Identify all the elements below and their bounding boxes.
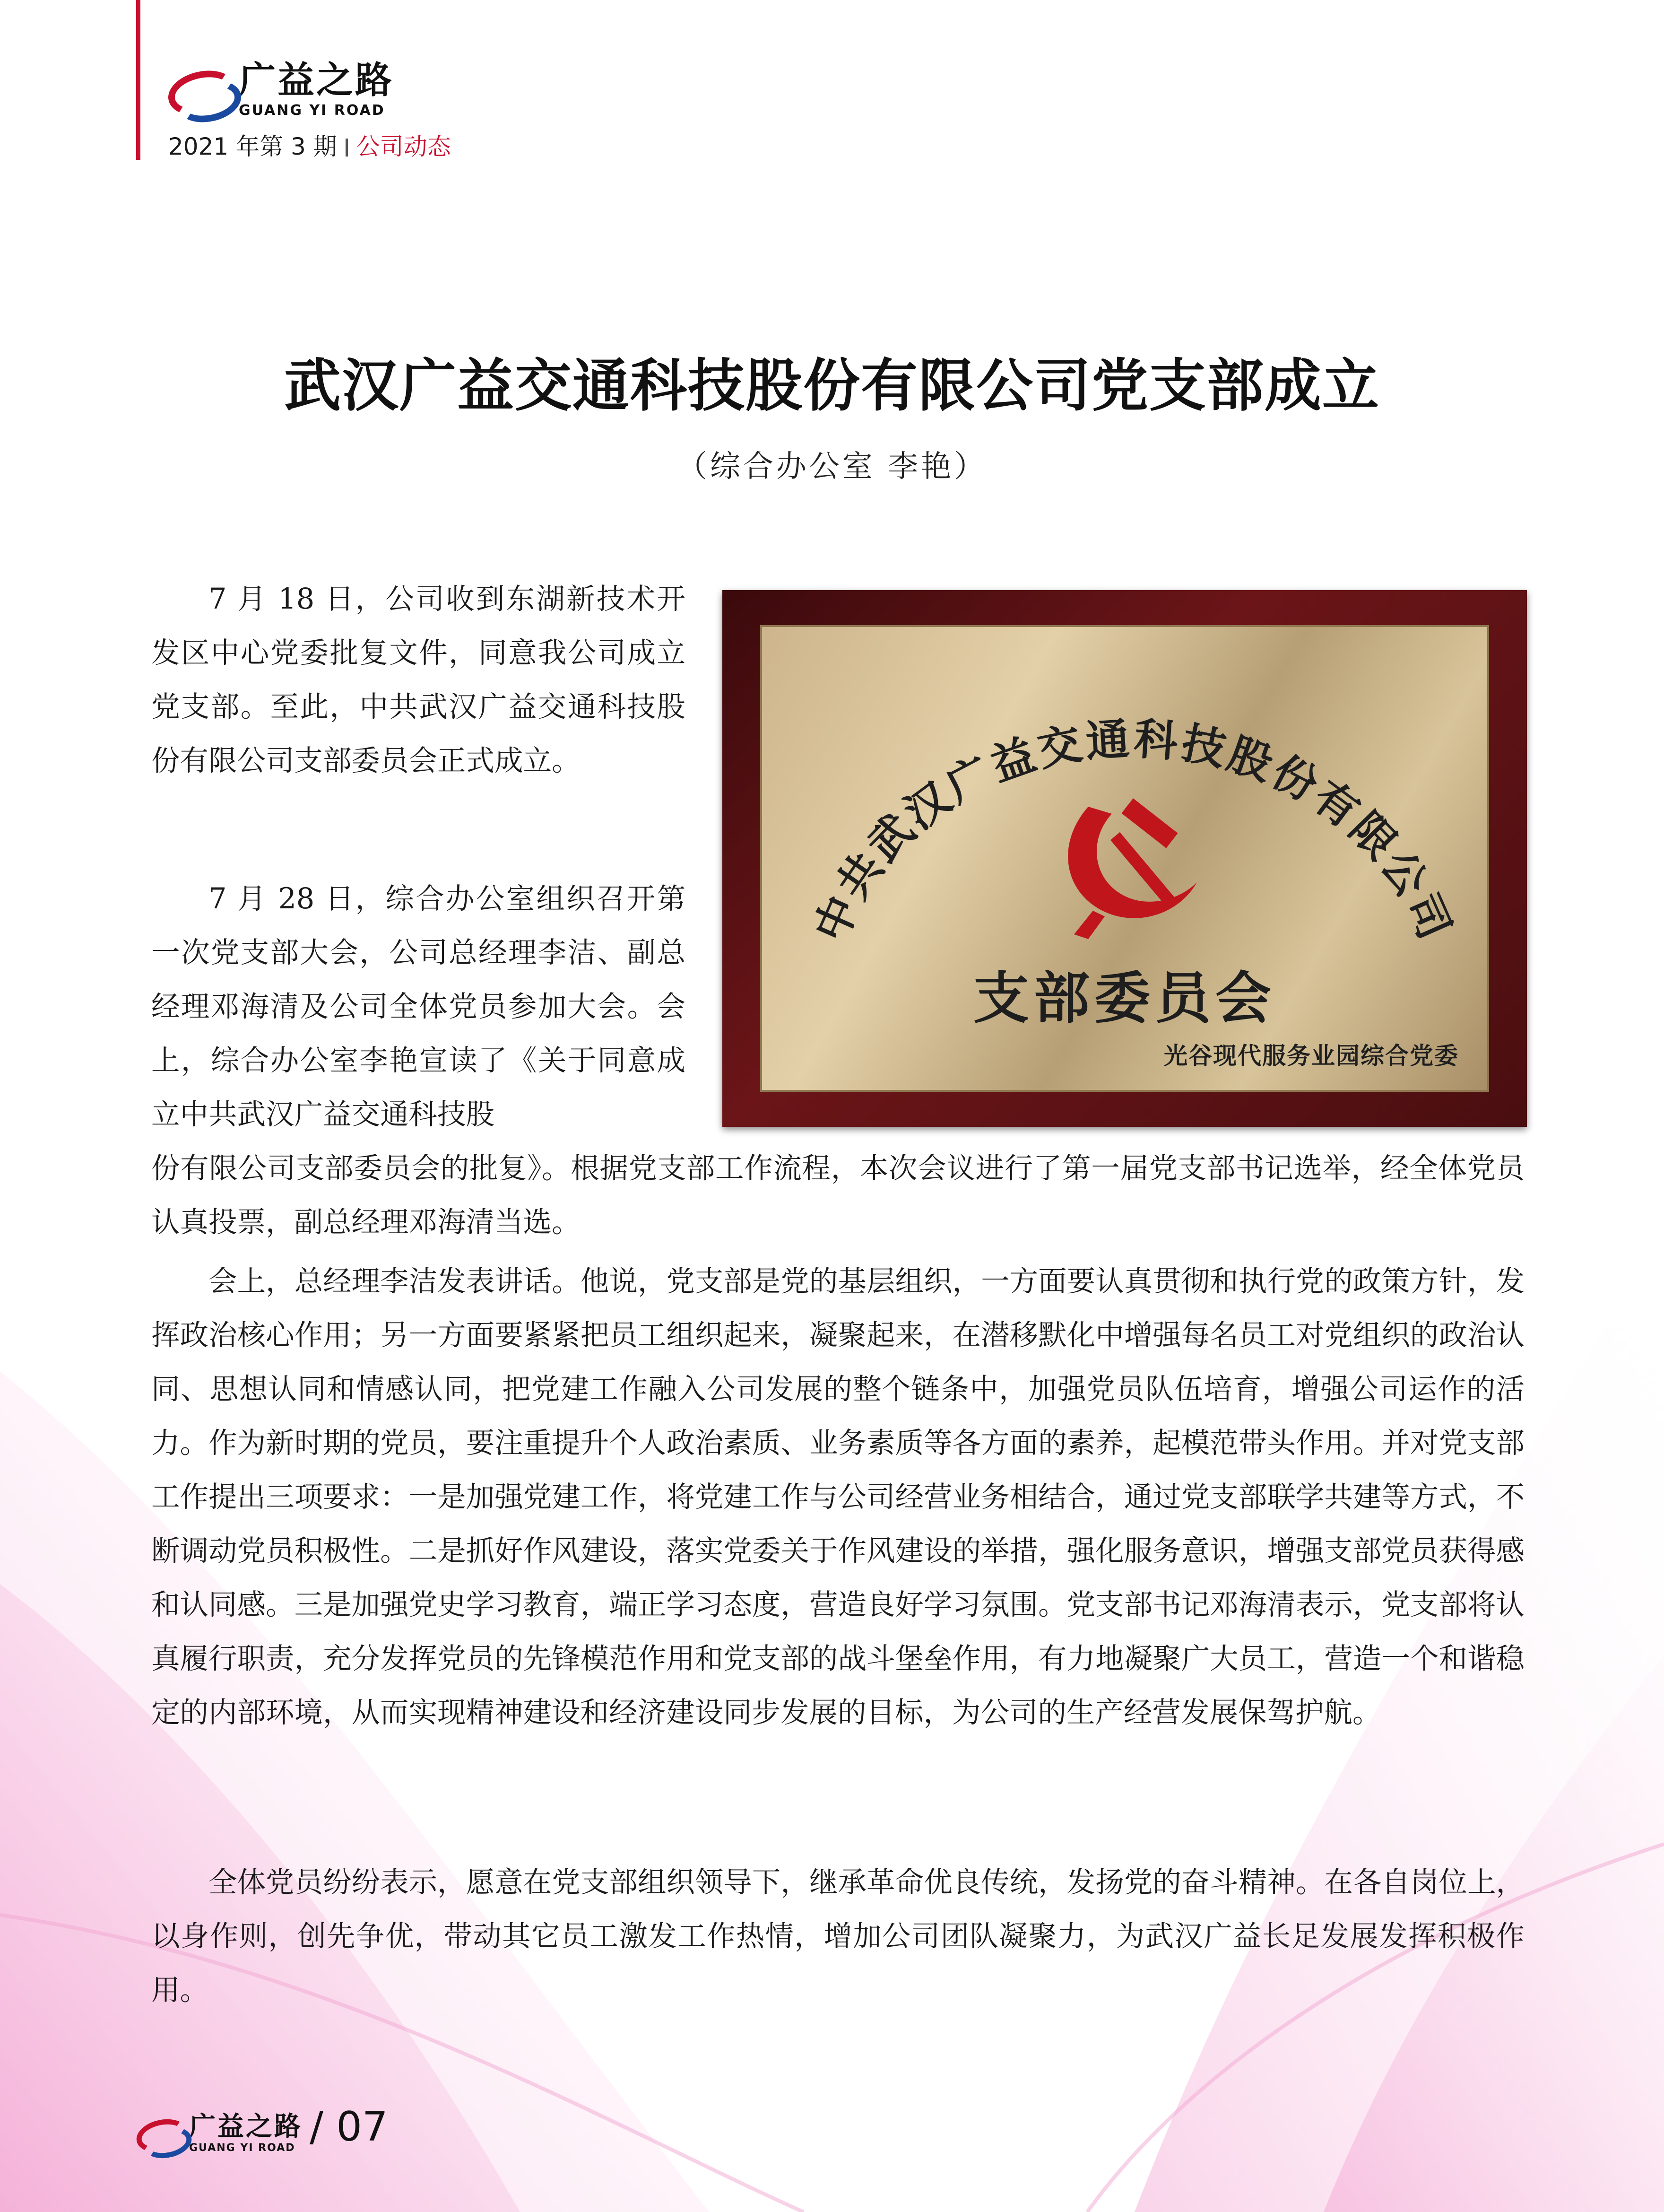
article-title: 武汉广益交通科技股份有限公司党支部成立 [284,353,1380,419]
party-branch-plaque-photo [722,590,1527,1127]
footer-brand-logo [136,2113,303,2154]
page-number: / 07 [310,2103,388,2151]
brand-name-cn: 广益之路 [239,59,394,102]
paragraph-2-continued: 份有限公司支部委员会的批复》。根据党支部工作流程，本次会议进行了第一届党支部书记选举，经全体党员认真投票，副总经理邓海清当选。 [151,1152,1525,1239]
footer-brand-mark-icon [136,2118,182,2149]
brand-mark-icon [168,69,228,111]
plaque-subtitle: 支部委员会 [973,965,1276,1031]
plaque-issuer: 光谷现代服务业园综合党委 [1164,1042,1459,1070]
brand-logo [168,61,394,119]
footer-brand-name-en: GUANG YI ROAD [189,2142,295,2154]
footer-brand-name-cn: 广益之路 [189,2111,303,2142]
paragraph-2: 7 月 28 日，综合办公室组织召开第一次党支部大会，公司总经理李洁、副总经理邓海清及公司全体党员参加大会。会上，综合办公室李艳宣读了《关于同意成立中共武汉广益交通科技股 [151,882,685,1131]
brand-name-en: GUANG YI ROAD [239,102,385,119]
article-author: （综合办公室 李艳） [676,449,988,484]
paragraph-4: 全体党员纷纷表示，愿意在党支部组织领导下，继承革命优良传统，发扬党的奋斗精神。在各自岗位上，以身作则，创先争优，带动其它员工激发工作热情，增加公司团队凝聚力，为武汉广益长足发展发挥积极作用。 [151,1866,1525,2007]
issue-line [168,128,451,162]
section-name: 公司动态 [356,133,451,160]
issue-separator [346,139,348,157]
issue-number: 2021 年第 3 期 [168,133,337,160]
hammer-sickle-emblem-icon [1068,798,1197,939]
paragraph-3: 会上，总经理李洁发表讲话。他说，党支部是党的基层组织，一方面要认真贯彻和执行党的政策方针，发挥政治核心作用；另一方面要紧紧把员工组织起来，凝聚起来，在潜移默化中增强每名员工对党组织的政治认同、思想认同和情感认同，把党建工作融入公司发展的整个链条中，加强党员队伍培育，增强公司运作的活力。作为新时期的党员，要注重提升个人政治素质、业务素质等各方面的素养，起模范带头作用。并对党支部工作提出三项要求：一是加强党建工作，将党建工作与公司经营业务相结合，通过党支部联学共建等方式，不断调动党员积极性。二是抓好作风建设，落实党委关于作风建设的举措，强化服务意识，增强支部党员获得感和认同感。三是加强党史学习教育，端正学习态度，营造良好学习氛围。党支部书记邓海清表示，党支部将认真履行职责，充分发挥党员的先锋模范作用和党支部的战斗堡垒作用，有力地凝聚广大员工，营造一个和谐稳定的内部环境，从而实现精神建设和经济建设同步发展的目标，为公司的生产经营发展保驾护航。 [151,1265,1525,1729]
plaque-arc-text: 中共武汉广益交通科技股份有限公司 [804,713,1462,949]
header-accent-line [136,0,140,160]
paragraph-1: 7 月 18 日，公司收到东湖新技术开发区中心党委批复文件，同意我公司成立党支部。至此，中共武汉广益交通科技股份有限公司支部委员会正式成立。 [151,583,685,777]
plaque-brass-panel [760,625,1489,1092]
